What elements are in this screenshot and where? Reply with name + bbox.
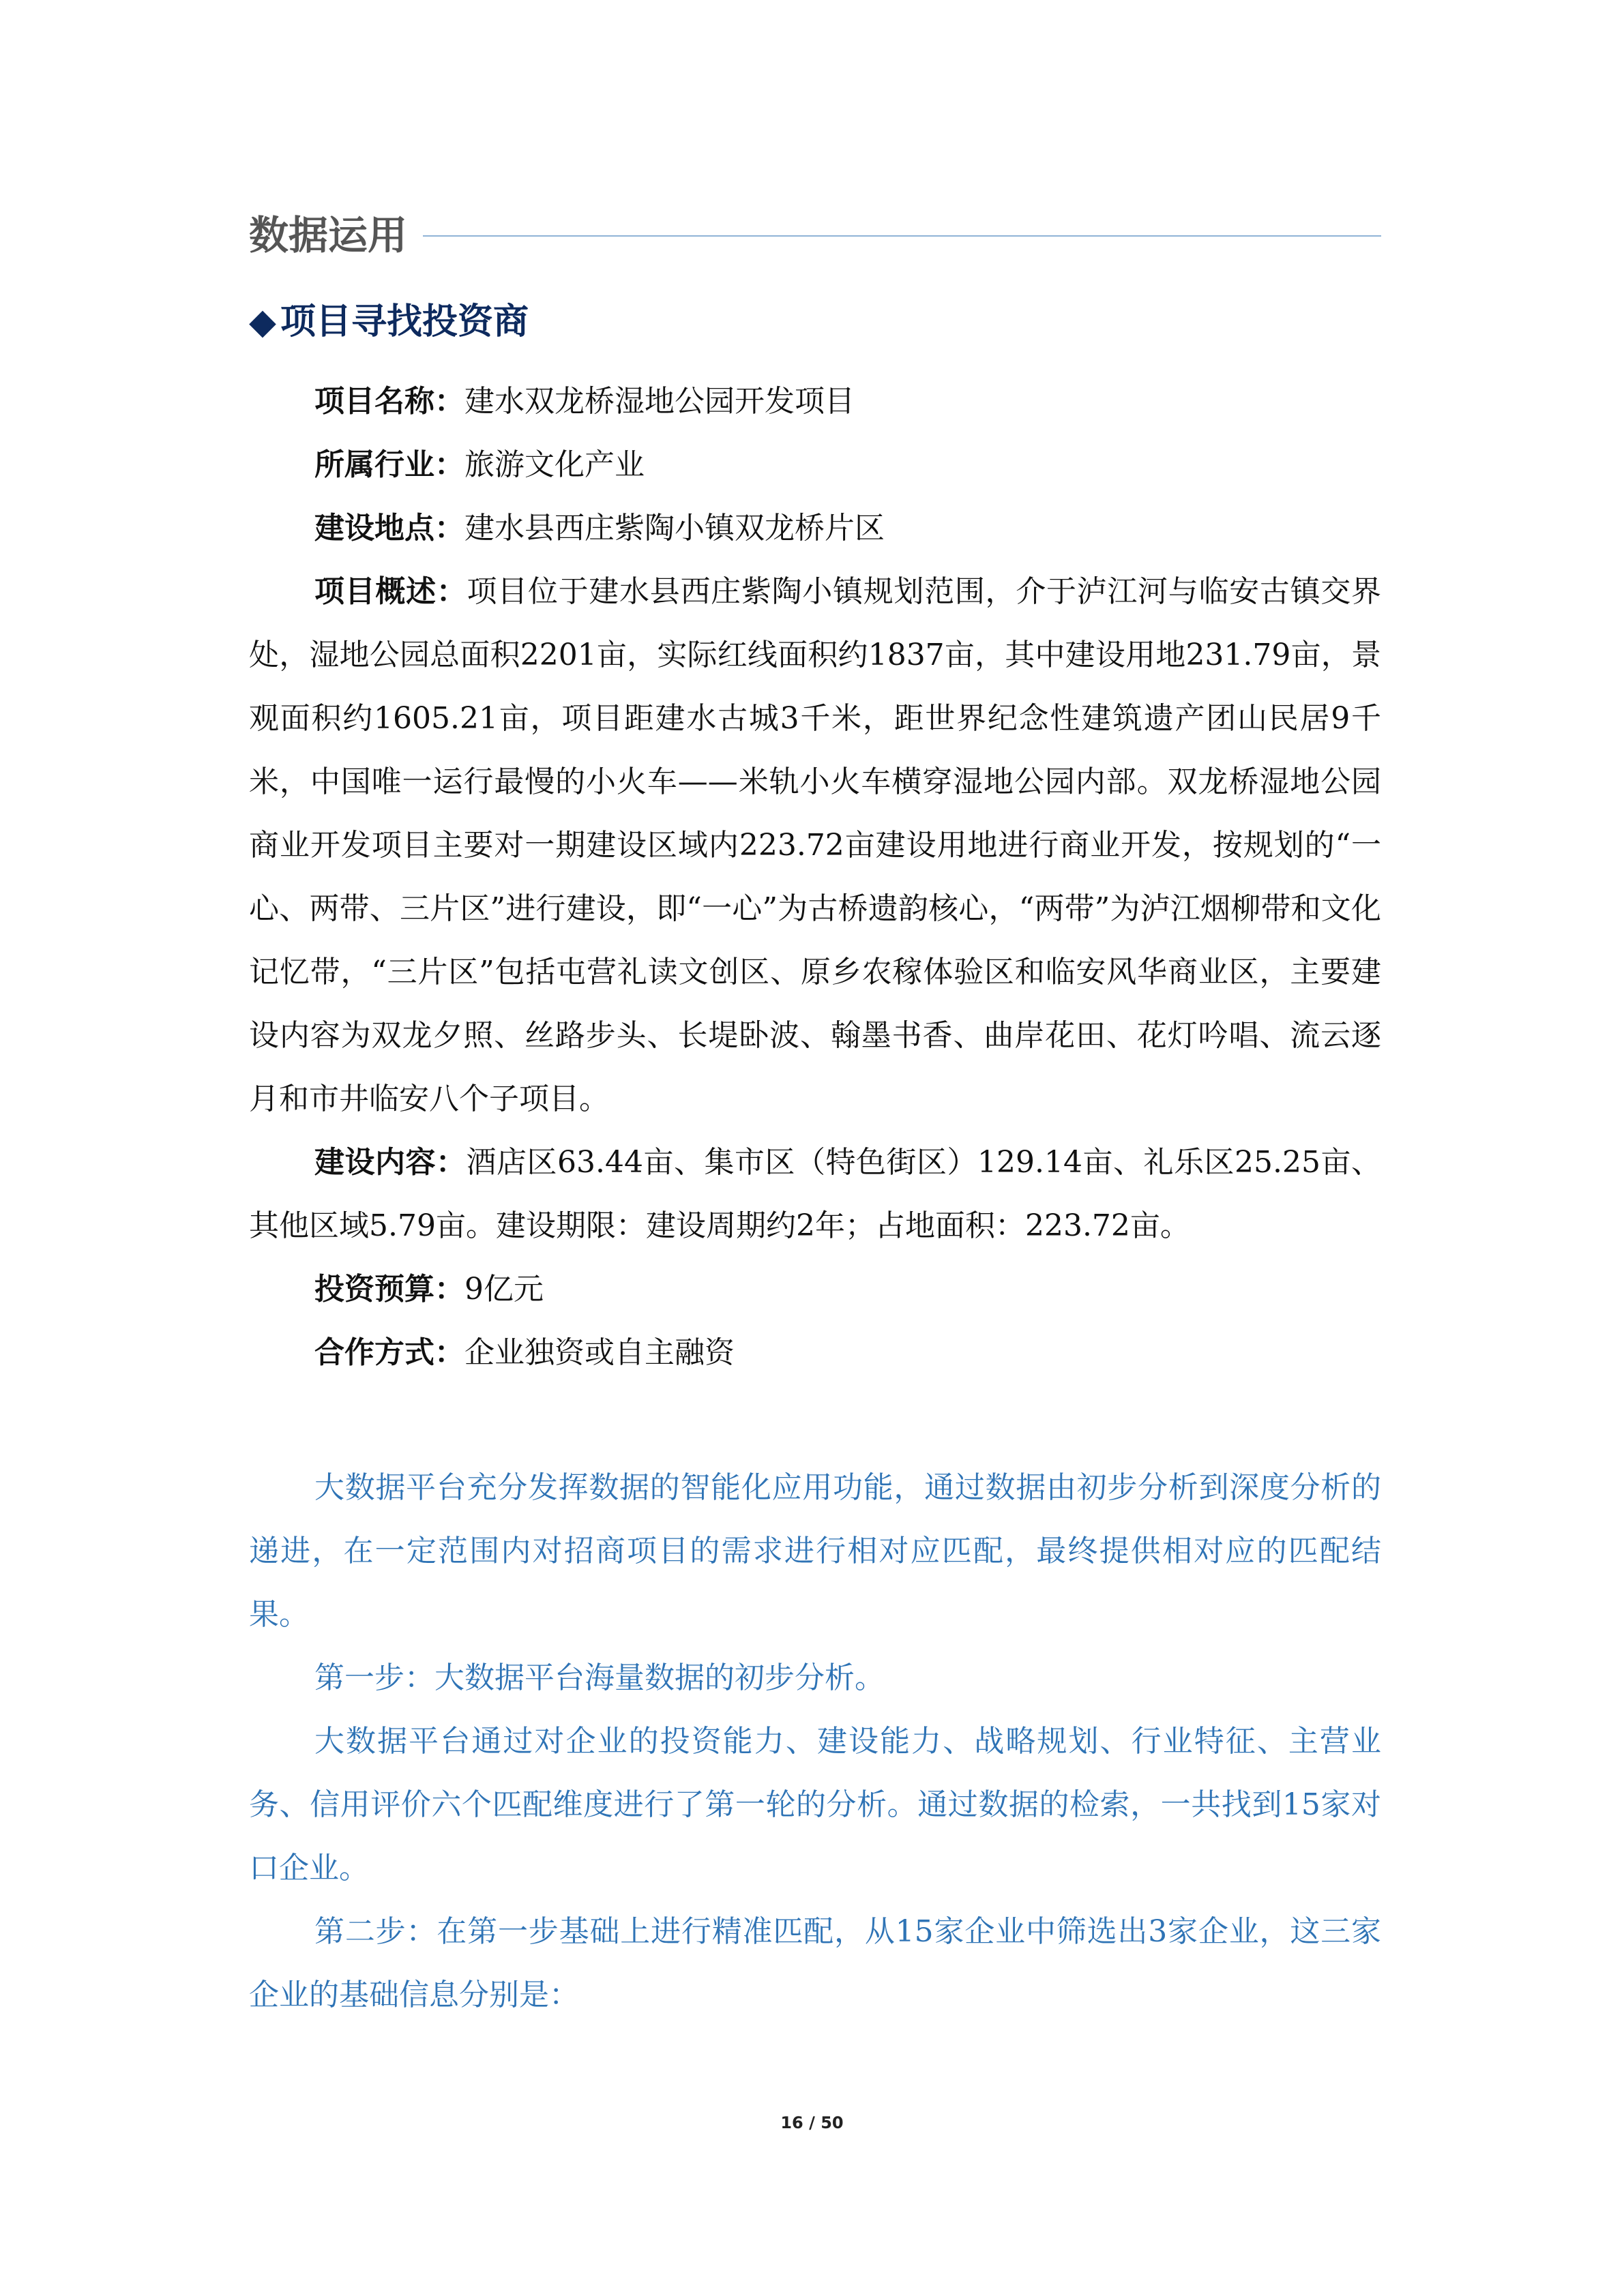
section-divider-line (423, 235, 1381, 237)
step1-title: 第一步：大数据平台海量数据的初步分析。 (314, 1660, 885, 1695)
industry-field (249, 433, 1381, 496)
subheading-text: 项目寻找投资商 (280, 301, 529, 342)
location-field (249, 496, 1381, 560)
project-name-field (249, 370, 1381, 433)
industry-value: 旅游文化产业 (464, 447, 645, 482)
cooperation-field (249, 1321, 1381, 1384)
cooperation-label: 合作方式： (314, 1335, 464, 1370)
budget-value: 9亿元 (464, 1272, 544, 1307)
project-name-label: 项目名称： (314, 384, 464, 419)
overview-field (249, 560, 1381, 1131)
analysis-section (249, 1456, 1381, 2027)
section-heading (249, 208, 1381, 263)
overview-label: 项目概述： (314, 574, 467, 609)
cooperation-value: 企业独资或自主融资 (464, 1335, 735, 1370)
content-field (249, 1131, 1381, 1257)
budget-label: 投资预算： (314, 1272, 464, 1307)
analysis-intro: 大数据平台充分发挥数据的智能化应用功能，通过数据由初步分析到深度分析的递进，在一定范围内对招商项目的需求进行相对应匹配，最终提供相对应的匹配结果。 (249, 1470, 1381, 1632)
overview-value: 项目位于建水县西庄紫陶小镇规划范围，介于泸江河与临安古镇交界处，湿地公园总面积2201亩，实际红线面积约1837亩，其中建设用地231.79亩，景观面积约1605.21亩，项目距建水古城3千米，距世界纪念性建筑遗产团山民居9千米，中国唯一运行最慢的小火车——米轨小火车横穿湿地公园内部。双龙桥湿地公园商业开发项目主要对一期建设区域内223.72亩建设用地进行商业开发，按规划的“一心、两带、三片区”进行建设，即“一心”为古桥遗韵核心，“两带”为泸江烟柳带和文化记忆带，“三片区”包括屯营礼读文创区、原乡农稼体验区和临安风华商业区，主要建设内容为双龙夕照、丝路步头、长堤卧波、翰墨书香、曲岸花田、花灯吟唱、流云逐月和市井临安八个子项目。 (249, 574, 1381, 1116)
step2-text: 第二步：在第一步基础上进行精准匹配，从15家企业中筛选出3家企业，这三家企业的基础信息分别是： (249, 1914, 1381, 2012)
industry-label: 所属行业： (314, 447, 464, 482)
content-value: 酒店区63.44亩、集市区（特色街区）129.14亩、礼乐区25.25亩、其他区域5.79亩。建设期限：建设周期约2年；占地面积：223.72亩。 (249, 1145, 1382, 1243)
location-value: 建水县西庄紫陶小镇双龙桥片区 (464, 511, 885, 546)
subheading (249, 295, 529, 349)
budget-field (249, 1257, 1381, 1321)
project-name-value: 建水双龙桥湿地公园开发项目 (464, 384, 855, 419)
location-label: 建设地点： (314, 511, 464, 546)
diamond-bullet-icon: ◆ (249, 301, 276, 342)
page-number: 16 / 50 (780, 2113, 844, 2132)
project-details (249, 370, 1381, 1384)
section-title: 数据运用 (249, 212, 408, 258)
step1-body: 大数据平台通过对企业的投资能力、建设能力、战略规划、行业特征、主营业务、信用评价六个匹配维度进行了第一轮的分析。通过数据的检索，一共找到15家对口企业。 (249, 1724, 1381, 1885)
content-label: 建设内容： (314, 1145, 467, 1180)
